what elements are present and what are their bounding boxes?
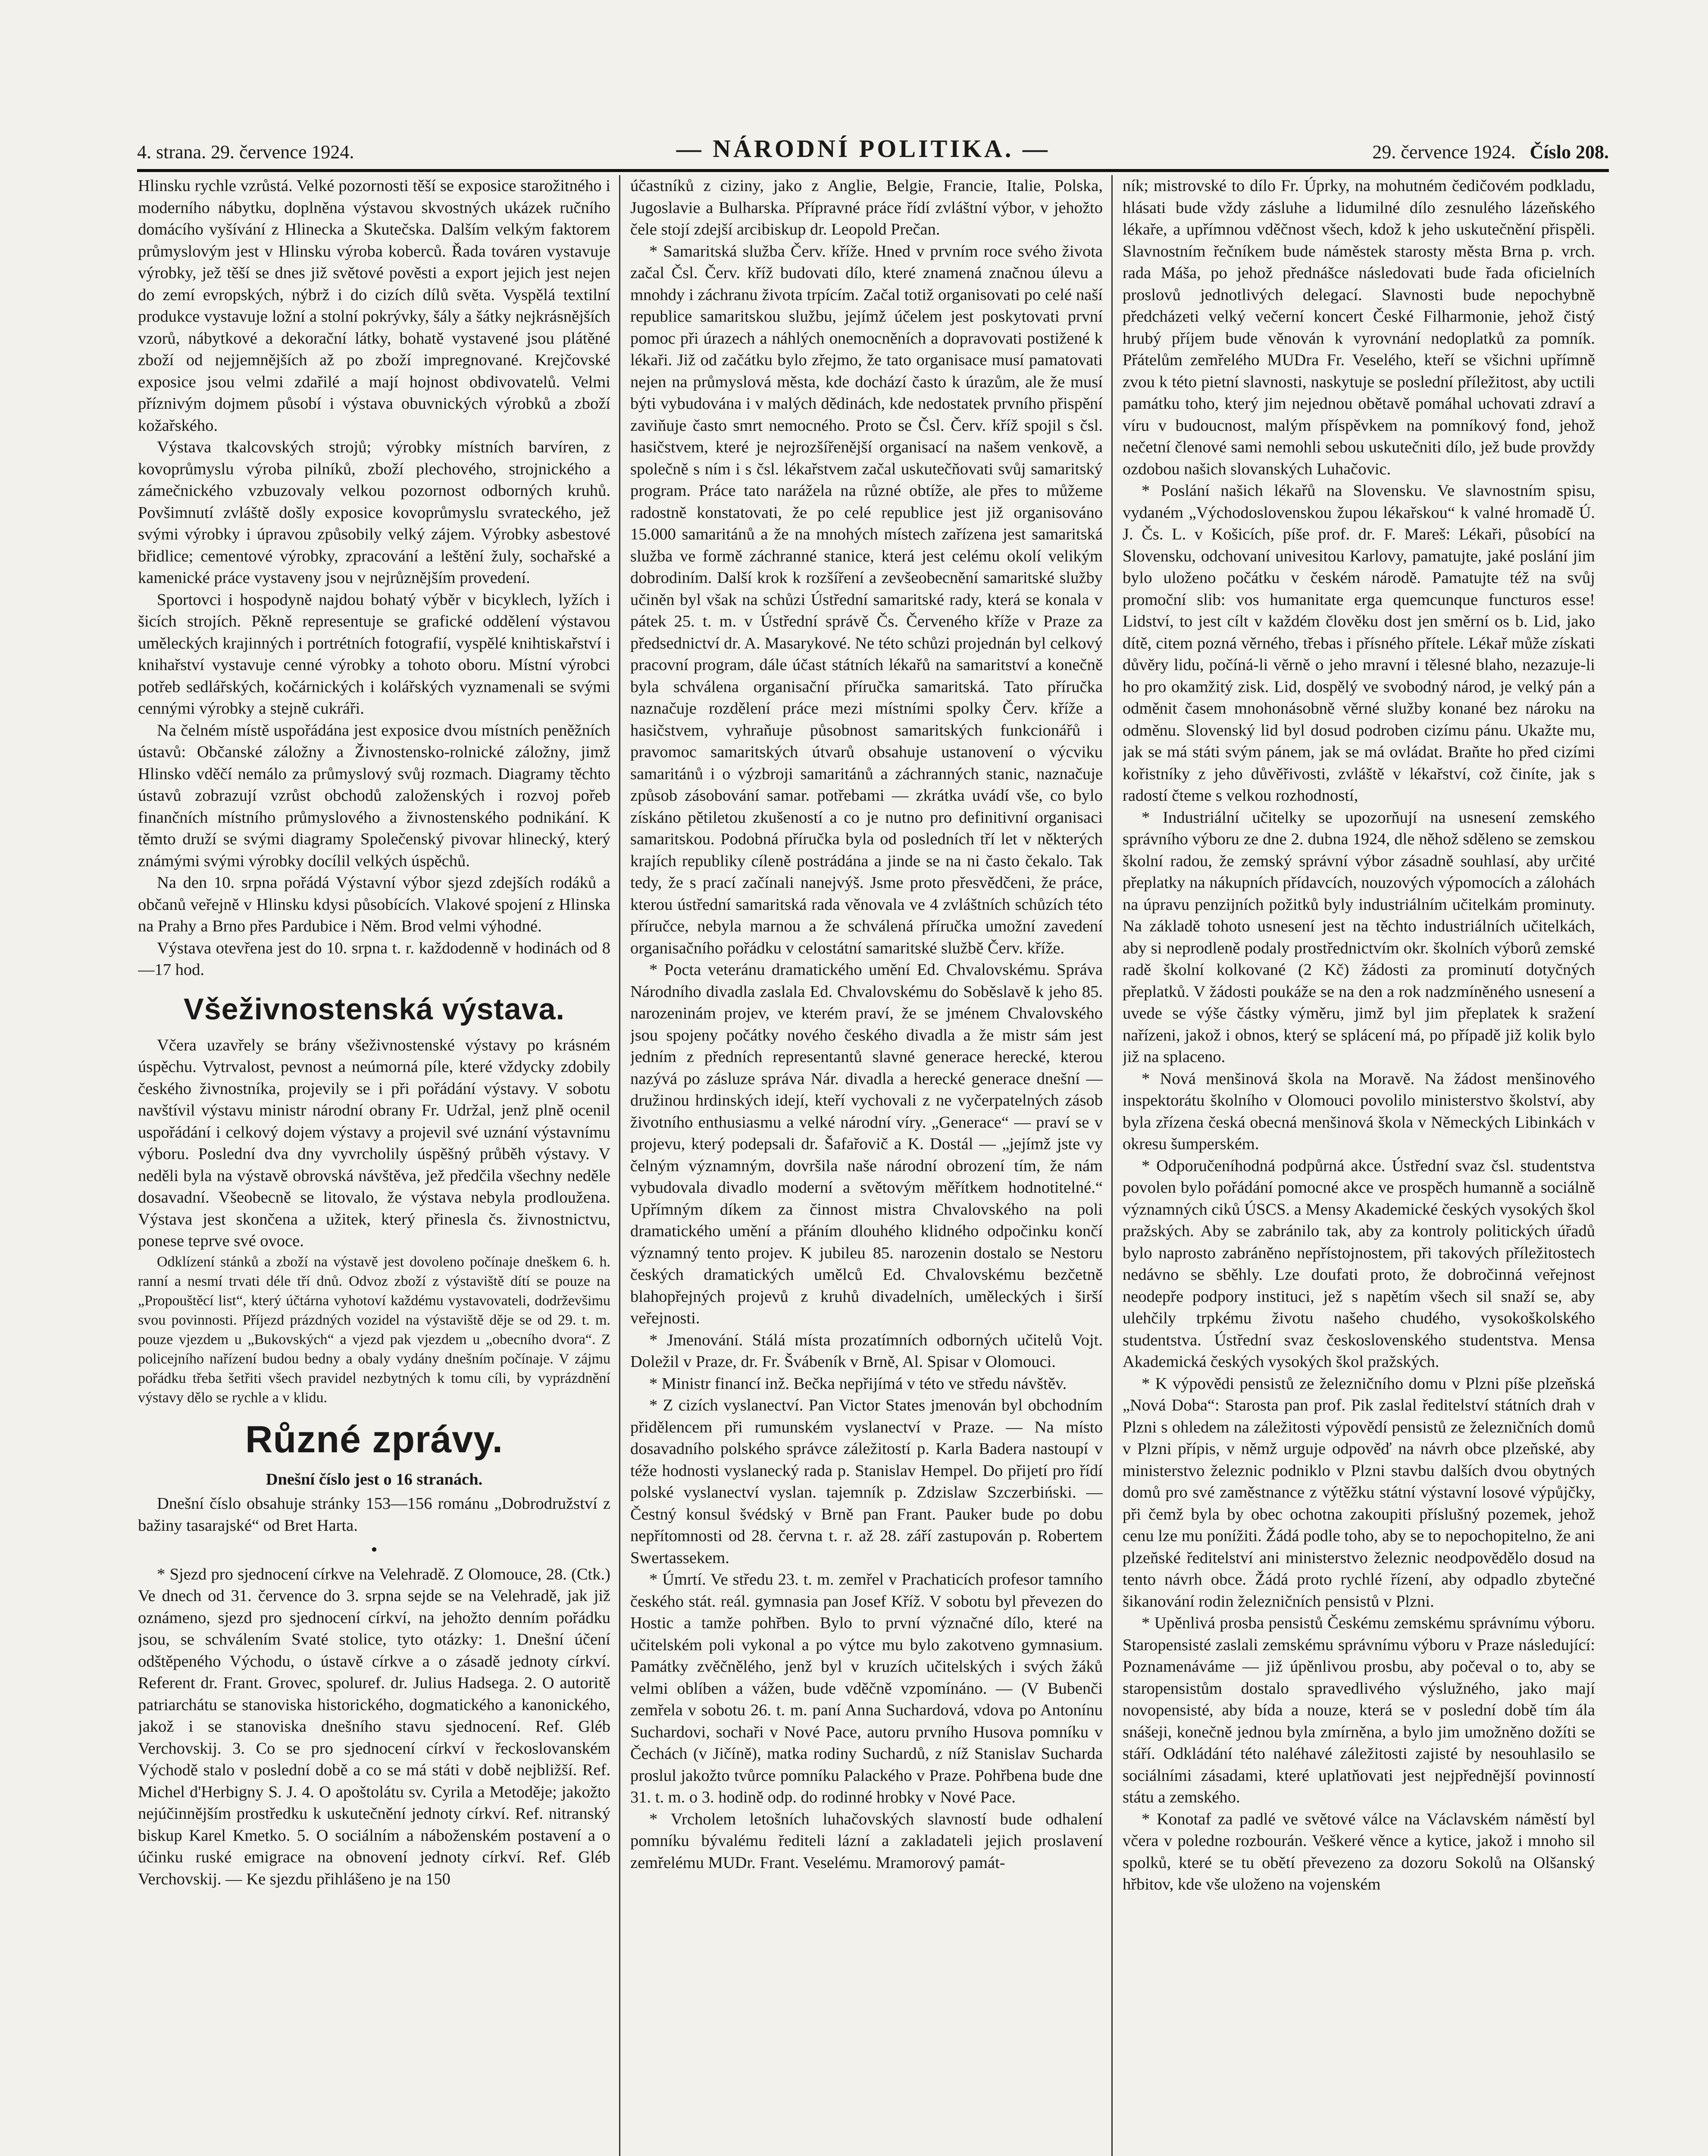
separator-dot: • [371, 1541, 377, 1559]
article-paragraph: * Nová menšinová škola na Moravě. Na žádost menšinového inspektorátu školního v Olomouci povolilo ministerstvo školství, aby byla zřízena česká obecná menšinová škola v Německých Libinkách v okresu šumperském. [1123, 1069, 1595, 1153]
article-paragraph: * Pocta veteránu dramatického umění Ed. Chvalovskému. Správa Národního divadla zaslala Ed. Chvalovskému do Soběslavě k jeho 85. narozeninám projev, ve kterém praví, že se jménem Chvalovského jsou spojeny počátky nového českého divadla a že mistr sám jest jedním z předních representantů slavné generace herecké, kterou nazývá po zásluze správa Nár. divadla a herecké generace dnešní — družinou hrdinských idejí, kteří vychovali z ne vyčerpatelných zásob životního enthusiasmu a velké národní víry. „Generace“ — praví se v projevu, který podepsali dr. Šafařovič a K. Dostál — „jejímž jste vy čelným významným, dovršila naše národní obrození tím, že nám vybudovala divadlo moderní a světovým měřítkem hodnotitelné.“ Upřímným díkem za činnost mistra Chvalovského na poli dramatického umění a přáním dlouhého klidného odpočinku končí významný tento projev. K jubileu 85. narozenin dostalo se Nestoru českých dramatických umělců Ed. Chvalovskému bezčetně blahopřejných projevů z kruhů divadelních, uměleckých i širší veřejnosti. [630, 961, 1103, 1327]
article-paragraph: * Z cizích vyslanectví. Pan Victor States jmenován byl obchodním přidělencem při rumunském vyslanectví v Praze. — Na místo dosavadního polského správce záležitostí p. Karla Badera nastoupí v téže hodnosti vyslanecký rada p. Stanislav Hempel. Do přijetí pro řídí polské vyslanectví vyslan. tajemník p. Zdzislaw Szczerbiński. — Čestný konsul švédský v Brně pan Frant. Pauker bude po dobu nepřítomnosti od 28. června t. r. až 28. září zastupován p. Robertem Swertassekem. [630, 1396, 1103, 1567]
column-divider [619, 175, 620, 2156]
article-paragraph: * Ministr financí inž. Bečka nepřijímá v této ve středu návštěv. [649, 1374, 1067, 1393]
newspaper-title: — NÁRODNÍ POLITIKA. — [676, 135, 1050, 163]
notice-paragraph: Odklízení stánků a zboží na výstavě jest dovoleno počínaje dneškem 6. h. ranní a nesmí trvati déle tří dnů. Odvoz zboží z výstaviště dítí se pouze na „Propouštěcí list“, který účtárna vyhotoví každému vystavovateli, dodrževšimu svou povinnosti. Příjezd prázdných vozidel na výstaviště děje se od 29. t. m. pouze vjezdem u „Bukovských“ a vjezd pak vjezdem u „obecního dvora“. Z policejního nařízení budou bedny a obaly vydány dnešním počínaje. V zájmu pořádku třeba šetřiti všech pravidel nezbytných k tomu cíli, by vyprázdnění výstavy dělo se rychle a v klidu. [138, 1253, 610, 1406]
header-rule [137, 169, 1609, 172]
section-heading: Různé zprávy. [245, 1417, 504, 1460]
column-2 [630, 175, 1103, 2156]
page-header [137, 133, 1609, 163]
header-date-issue [1372, 141, 1609, 163]
article-paragraph: Na den 10. srpna pořádá Výstavní výbor sjezd zdejších rodáků a občanů veřejně v Hlinsku kdysi působících. Vlakové spojení z Hlinska na Prahy a Brno přes Pardubice i Něm. Brod velmi výhodné. [138, 874, 610, 935]
header-issue-number: Číslo 208. [1530, 141, 1609, 163]
article-paragraph: * K výpovědi pensistů ze železničního domu v Plzni píše plzeňská „Nová Doba“: Starosta pan prof. Pik zaslal ředitelství státních drah v Plzni s ohledem na záležitosti výpovědí pensistů ze železničních domů v Plzni přípis, v němž urguje odpověď na návrh obce plzeňské, aby ministerstvo železnic podniklo v Plzni stavbu dalších dvou obytných domů pro své zaměstnance z výtěžku státní výstavní losové výpůjčky, při čemž byla by obec ochotna zakoupiti příslušný pozemek, jehož cenu lze mu ponížiti. Žádá podle toho, aby se to nepochopitelno, že ani plzeňské ředitelství ani ministerstvo železnic neodpovědělo dosud na tento návrh obce. Žádá proto rychlé řízení, aby odpadlo zbytečné šikanování rodin železničních pensistů v Plzni. [1123, 1374, 1595, 1611]
article-paragraph: * Odporučeníhodná podpůrná akce. Ústřední svaz čsl. studentstva povolen bylo pořádání pomocné akce ve prospěch humanně a sociálně významných ciků ÚSCS. a Mensy Akademické českých vysokých škol pražských. Aby se zabránilo tak, aby za kontroly politických úřadů bylo naprosto zabráněno nepřístojnostem, při takových příležitostech nedávno se sběhly. Lze doufati proto, že dobročinná veřejnost neodepře podpory instituci, jež s napětím všech sil snaží se, aby ulehčily trpkému životu našeho chudého, vysokoškolského studentstva. Ústřední svaz československého studentstva. Mensa Akademická českých vysokých škol pražských. [1123, 1156, 1595, 1371]
article-paragraph: Výstava otevřena jest do 10. srpna t. r. každodenně v hodinách od 8—17 hod. [138, 939, 610, 979]
article-paragraph: účastníků z ciziny, jako z Anglie, Belgie, Francie, Italie, Polska, Jugoslavie a Bulharska. Přípravné práce řídí zvláštní výbor, v jehožto čele stojí zdejší arcibiskup dr. Leopold Prečan. [630, 177, 1103, 238]
article-paragraph: ník; mistrovské to dílo Fr. Úprky, na mohutném čedičovém podkladu, hlásati bude vždy zásluhe a lidumilné dílo zesnulého lázeňského lékaře, a upřímnou vděčnost všech, kdož k jeho uskutečnění přispěli. Slavnostním řečníkem bude náměstek starosty města Brna p. vrch. rada Máša, po jehož přednášce následovati bude řada oficielních proslovů jednotlivých delegací. Slavnosti bude nepochybně předcházeti velký večerní koncert České Filharmonie, jehož čistý hrubý příjem bude věnován k vyrovnání nedoplatků za pomník. Přátelům zemřelého MUDra Fr. Veselého, kteří se všichni upřímně zvou k této pietní slavnosti, naskytuje se poslední příležitost, aby uctili památku toho, který jim nejednou obětavě pomáhal uchovati zdraví a víru v budoucnost, malým příspěvkem na pomníkový fond, jehož nečetní členové sami nemohli sebou uskutečniti dílo, jež bude provždy ozdobou našich slovanských Luhačovic. [1123, 177, 1595, 478]
header-page-info: 4. strana. 29. července 1924. [137, 141, 354, 163]
article-paragraph: Na čelném místě uspořádána jest exposice dvou místních peněžních ústavů: Občanské záložny a Živnostensko-rolnické záložny, jimž Hlinsko vděčí nemálo za průmyslový svůj rozmach. Diagramy těchto ústavů zobrazují vzrůst obchodů založenských i rozvoj pořeb finančních místního průmyslového a živnostenského podnikání. K těmto druží se svými diagramy Společenský pivovar hlinecký, který známými svými výrobky docílil velkých úspěchů. [138, 721, 610, 870]
article-paragraph: * Konotaf za padlé ve světové válce na Václavském náměstí byl včera v poledne rozbourán. Veškeré věnce a kytice, jakož i mnoho sil spolků, které se tu obětí převezeno za dozoru Sokolů na Olšanský hřbitov, kde vše uloženo na vojenském [1123, 1810, 1595, 1893]
article-paragraph: * Úmrtí. Ve středu 23. t. m. zemřel v Prachaticích profesor tamního českého stát. reál. gymnasia pan Josef Kříž. V sobotu byl převezen do Hostic a tamže pohřben. Bylo to první význačné dílo, které na učitelském poli vykonal a po výtce mu bylo zakotveno gymnasium. Památky zvěčnělého, jenž byl v kruzích učitelských i svých žáků velmi oblíben a vážen, bude vděčně vzpomínáno. — (V Bubenči zemřela v sobotu 26. t. m. paní Anna Suchardová, vdova po Antonínu Suchardovi, sochaři v Nové Pace, autoru prvního Husova pomníku v Čechách (v Jičíně), matka rodiny Suchardů, z níž Stanislav Sucharda proslul jakožto tvůrce pomníku Palackého v Praze. Pohřbena bude dne 31. t. m. o 3. hodině odp. do rodinné hrobky v Nové Pace. [630, 1570, 1103, 1806]
article-paragraph: Hlinsku rychle vzrůstá. Velké pozornosti těší se exposice starožitného i moderního nábytku, doplněna výstavou skvostných ukázek ručního domácího vyšívání z Hlinecka a Skutečska. Dalším velkým faktorem průmyslovým jest v Hlinsku výroba koberců. Řada továren vystavuje výrobky, jež těší se dnes již světové pověsti a export jejich jest nejen do zemí evropských, nýbrž i do cizích dílů světa. Vyspělá textilní produkce vystavuje ložní a stolní pokrývky, šály a šátky nejkrásnějších vzorů, nábytkové a dekorační látky, bohatě vystavené jsou plátěné zboží od nejjemnějších až po zboží impregnované. Krejčovské exposice jsou velmi zdařilé a mají hojnost obdivovatelů. Velmi příznivým dojmem působí i výstava obuvnických výrobků a zboží kožařského. [138, 177, 610, 435]
article-paragraph: Sportovci i hospodyně najdou bohatý výběr v bicyklech, lyžích i šicích strojích. Pěkně representuje se grafické oddělení výstavou uměleckých krajinných i portrétních fotografií, vyspělé knihtiskařství i knihařství vystavuje cenné výrobky a tohoto oboru. Místní výrobci potřeb sedlářských, kočárnických i kolářských vyznamenali se svými cennými výrobky a stejně cukráři. [138, 590, 610, 718]
article-paragraph: Výstava tkalcovských strojů; výrobky místních barvíren, z kovoprůmyslu výroba pilníků, zboží plechového, strojnického a zámečnického vzbuzovaly velkou pozornost odborných kruhů. Povšimnutí zvláště došly exposice kovoprůmyslu svrateckého, jež svými výrobky i úpravou způsobily velký zájem. Výrobky asbestové břidlice; cementové výrobky, zpracování a leštění žuly, sochařské a kamenické práce vystaveny jsou v nejrůznějším provedení. [138, 438, 610, 587]
article-paragraph: * Sjezd pro sjednocení církve na Velehradě. Z Olomouce, 28. (Ctk.) Ve dnech od 31. července do 3. srpna sejde se na Velehradě, jak již oznámeno, sjezd pro sjednocení církví, na jehožto denním pořádku jsou, se schválením Svaté stolice, tyto otázky: 1. Dnešní účení odštěpeného Východu, o ústavě církve a o zásadě jednoty církví. Referent dr. Frant. Grovec, spoluref. dr. Julius Hadsega. 2. O autoritě patriarchátu se stanoviska historického, dogmatického a kanonického, jakož i se stanoviska dnešního stavu sjednocení. Ref. Gléb Verchovskij. 3. Co se pro sjednocení církví v řeckoslovanském Východě stalo v poslední době a co se má státi v době nejbližší. Ref. Michel d'Herbigny S. J. 4. O apoštolátu sv. Cyrila a Metoděje; jakožto nejúčinnějším prostředku k uskutečnění jednoty církví. Ref. nitranský biskup Karel Kmetko. 5. O sociálním a náboženském postavení a o účinku ruské emigrace na obnovení jednoty církví. Ref. Gléb Verchovskij. — Ke sjezdu přihlášeno je na 150 [138, 1565, 610, 1888]
article-paragraph: * Industriální učitelky se upozorňují na usnesení zemského správního výboru ze dne 2. dubna 1924, dle něhož sděleno se zemskou školní radou, že zemský správní výbor zásadně souhlasí, aby určité přeplatky na nákupních přídavcích, nouzových výpomocích a zálohách na úpravu penzijních požitků byly industriálním učitelkám prominuty. Na základě tohoto usnesení jest na těchto industriálních učitelkách, aby si neprodleně podaly prostřednictvím okr. školních výborů zemské radě školní kolkované (2 Kč) žádosti za prominutí dotyčných přeplatků. V žádosti poukáže se na den a rok nadzmíněného usnesení a uvede se výše částky výměru, jimž byl jim přeplatek k sražení nařízeni, jakož i obnos, který se splácení má, po případě již kolik bylo již na splaceno. [1123, 808, 1595, 1066]
column-1 [138, 175, 610, 2156]
article-paragraph: * Upěnlivá prosba pensistů Českému zemskému správnímu výboru. Staropensisté zaslali zemskému správnímu výboru v Praze následující: Poznamenáváme — již úpěnlivou prosbu, aby počeval o to, aby se staropensistům dostalo spravedlivého výslužného, jako mají novopensisté, aby bída a nouze, která se v poslední době tím ála snášeji, konečně jednou byla zmírněna, a bylo jim umožněno dožíti se stáří. Odkládání této naléhavé záležitosti zajisté by nesouhlasilo se sociálními zásadami, které uplatňovati jest nejpřednější povinností státu a zemského. [1123, 1614, 1595, 1806]
header-date: 29. července 1924. [1372, 141, 1516, 163]
article-paragraph: * Jmenování. Stálá místa prozatímních odborných učitelů Vojt. Doležil v Praze, dr. Fr. Švábeník v Brně, Al. Spisar v Olomouci. [630, 1331, 1103, 1371]
column-3 [1123, 175, 1595, 2156]
subheading: Dnešní číslo jest o 16 stranách. [266, 1470, 483, 1489]
column-divider [1111, 175, 1113, 2156]
article-paragraph: * Vrcholem letošních luhačovských slavností bude odhalení pomníku bývalému řediteli lázní a zakladateli jejich proslavení zemřelému MUDr. Frant. Veselému. Mramorový památ- [630, 1810, 1103, 1872]
article-paragraph: * Samaritská služba Červ. kříže. Hned v prvním roce svého života začal Čsl. Červ. kříž budovati dílo, které znamená značnou úlevu a mnohdy i záchranu života trpícím. Začal totiž organisovati po celé naší republice samaritskou službu, jejímž účelem jest poskytovati první pomoc při úrazech a náhlých onemocněních a dopravovati postižené k lékaři. Již od začátku bylo zřejmo, že tato organisace musí pamatovati nejen na průmyslová města, kde dochází často k úrazům, ale že musí býti vybudována i v malých dědinách, kde nedostatek prvního přispění zaviňuje často smrt nemocného. Proto se Čsl. Červ. kříž spojil s čsl. hasičstvem, které je nejrozšířenější organisací na našem venkově, a společně s ním i s čsl. lékařstvem začal uskutečňovati svůj samaritský program. Práce tato narážela na různé obtíže, ale přes to můžeme radostně konstatovati, že po celé republice jest již organisováno 15.000 samaritánů a že na mnohých místech zařízena jest samaritská služba ve formě záchranné stanice, která jest celému okolí velikým dobrodiním. Další krok k rozšíření a zevšeobecnění samaritské služby učiněn byl však na schůzi Ústřední samaritské rady, která se konala v pátek 25. t. m. v Ústřední správě Čs. Červeného kříže v Praze za předsednictví dr. A. Masarykové. Ne této schůzi projednán byl celkový pracovní program, dále účast státních lékařů na samaritství a konečně byla schválena organisační příručka samaritská. Tato příručka naznačuje rozdělení práce mezi místními spolky Červ. kříže a hasičstvem, vyhraňuje působnost samaritských funkcionářů i pravomoc samaritských útvarů obsahuje ustanovení o výcviku samaritánů i o výzbroji samaritánů a záchranných stanic, naznačuje způsob zásobování samar. potřebami — zkrátka uvádí vše, co bylo získáno pětiletou zkušeností a co je nutno pro definitivní organisaci samaritskou. Podobná příručka byla od posledních tří let v některých krajích republiky cíleně postrádána a jinde se na ni často čekalo. Tak tedy, že s prací začínali nanejvýš. Jsme proto přesvědčeni, že práce, kterou ústřední samaritská rada věnovala ve 4 zvláštních schůzích této příručce, nebyla marnou a že schválená příručka umožní zavedení organisačního pořádku v celostátní samaritské službě Červ. kříže. [630, 242, 1103, 957]
section-heading: Všeživnostenská výstava. [184, 992, 565, 1026]
article-paragraph: * Poslání našich lékařů na Slovensku. Ve slavnostním spisu, vydaném „Východoslovenskou župou lékařskou“ k valné hromadě Ú. J. Čs. L. v Košicích, píše prof. dr. F. Mareš: Lékaři, působící na Slovensku, odchovaní univesitou Karlovy, pamatujte, jaké poslání jim bylo uloženo počátku v českém národě. Pamatujte též na svůj promoční slib: vos humanitate erga quemcunque functuros esse! Lidství, to jest cílt v každém člověku dost jen směrní os b. Lid, jako dítě, citem pozná věrného, třebas i přísného přítele. Lékař může získati důvěry lidu, počíná-li věrně o jeho mravní i tělesné blaho, nezazuje-li ho pro okamžitý zisk. Lid, dospělý ve svobodný národ, je velký pán a odměnit časem mnohonásobně věrné služby konané bez nároku na odměnu. Slovenský lid byl dosud podroben cizímu pánu. Ukažte mu, jak se má státi svým pánem, jak se má ovládat. Braňte ho před cizími kořistníky z jeho důvěřivosti, zvláště v lékařství, což činíte, jak s radostí čteme s velkou rozhodností, [1123, 482, 1595, 805]
article-paragraph: Dnešní číslo obsahuje stránky 153—156 románu „Dobrodružství z bažiny tasarajské“ od Bret Harta. [138, 1495, 610, 1535]
article-paragraph: Včera uzavřely se brány všeživnostenské výstavy po krásném úspěchu. Vytrvalost, pevnost a neúmorná píle, které vždycky zdobily českého živnostníka, projevily se i při pořádání výstavy. V sobotu navštívil výstavu ministr národní obrany Fr. Udržal, jenž plně ocenil uspořádání i celkový dojem výstavy a projevil své uznání výstavnímu výboru. Poslední dva dny vyvrcholily úspěšný průběh výstavy. V neděli byla na výstavě obrovská návštěva, jež předčila všechny neděle dosavadní. Všeobecně se litovalo, že výstava nebyla prodloužena. Výstava jest skončena a užitek, který přinesla čs. živnostnictvu, ponese teprve své ovoce. [138, 1036, 610, 1250]
